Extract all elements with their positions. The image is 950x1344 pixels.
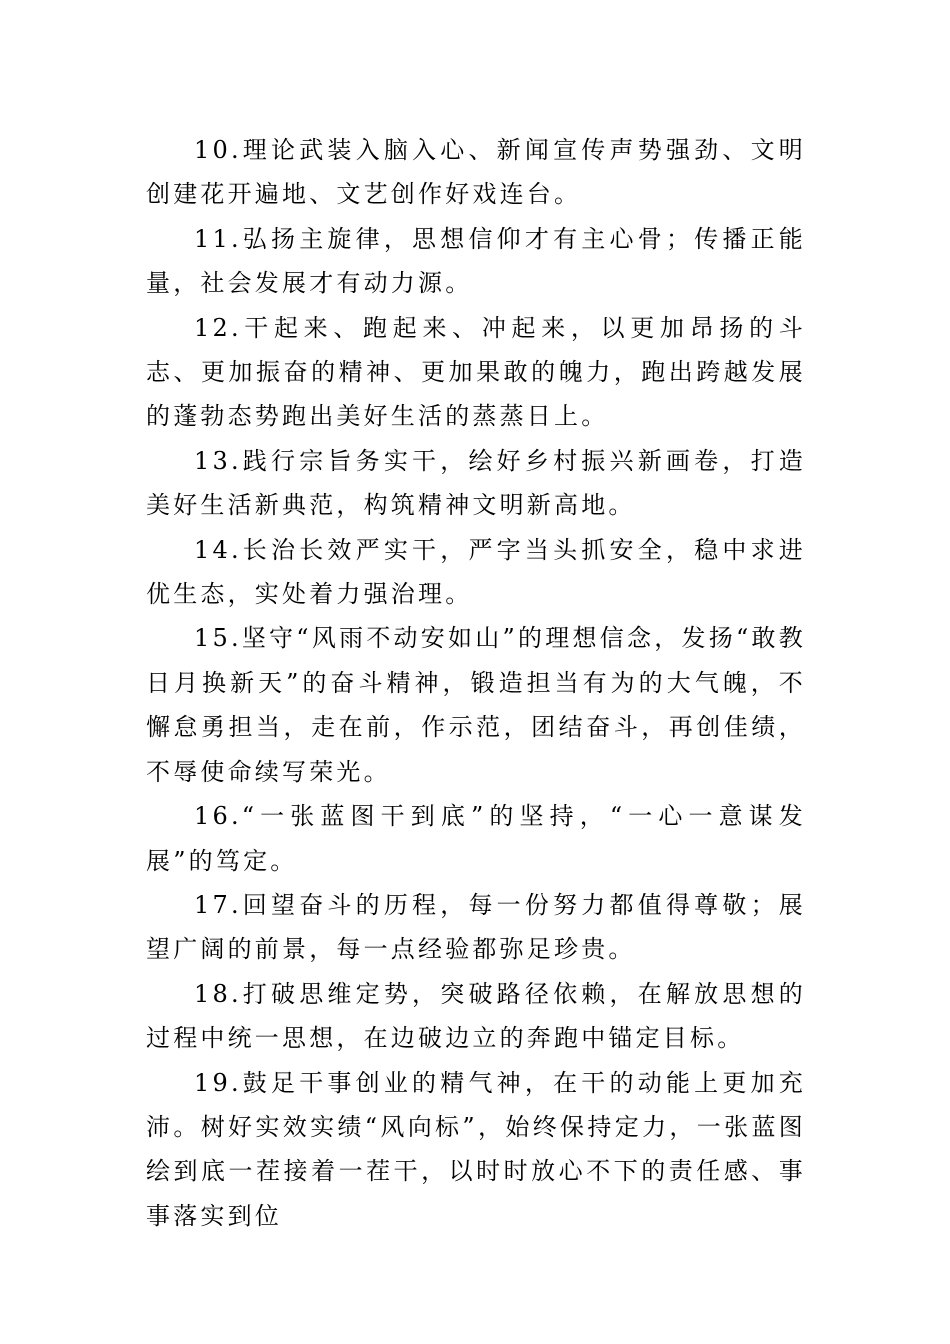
- paragraph-18: 18.打破思维定势，突破路径依赖，在解放思想的过程中统一思想，在边破边立的奔跑中锚定目标。: [146, 979, 806, 1053]
- paragraph-13: 13.践行宗旨务实干，绘好乡村振兴新画卷，打造美好生活新典范，构筑精神文明新高地。: [146, 446, 806, 520]
- paragraph-14: 14.长治长效严实干，严字当头抓安全，稳中求进优生态，实处着力强治理。: [146, 535, 806, 609]
- paragraph-17: 17.回望奋斗的历程，每一份努力都值得尊敬；展望广阔的前景，每一点经验都弥足珍贵。: [146, 890, 806, 964]
- paragraph-15: 15.坚守“风雨不动安如山”的理想信念，发扬“敢教日月换新天”的奋斗精神，锻造担当有为的大气魄，不懈怠勇担当，走在前，作示范，团结奋斗，再创佳绩，不辱使命续写荣光。: [146, 624, 806, 786]
- paragraph-16: 16.“一张蓝图干到底”的坚持，“一心一意谋发展”的笃定。: [146, 802, 806, 875]
- paragraph-19: 19.鼓足干事创业的精气神，在干的动能上更加充沛。树好实效实绩“风向标”，始终保持定力，一张蓝图绘到底一茬接着一茬干，以时时放心不下的责任感、事事落实到位: [146, 1068, 806, 1230]
- document-body: [146, 128, 806, 1238]
- paragraph-10: 10.理论武装入脑入心、新闻宣传声势强劲、文明创建花开遍地、文艺创作好戏连台。: [146, 136, 806, 209]
- paragraph-12: 12.干起来、跑起来、冲起来，以更加昂扬的斗志、更加振奋的精神、更加果敢的魄力，跑出跨越发展的蓬勃态势跑出美好生活的蒸蒸日上。: [146, 313, 806, 431]
- paragraph-11: 11.弘扬主旋律，思想信仰才有主心骨；传播正能量，社会发展才有动力源。: [146, 224, 806, 298]
